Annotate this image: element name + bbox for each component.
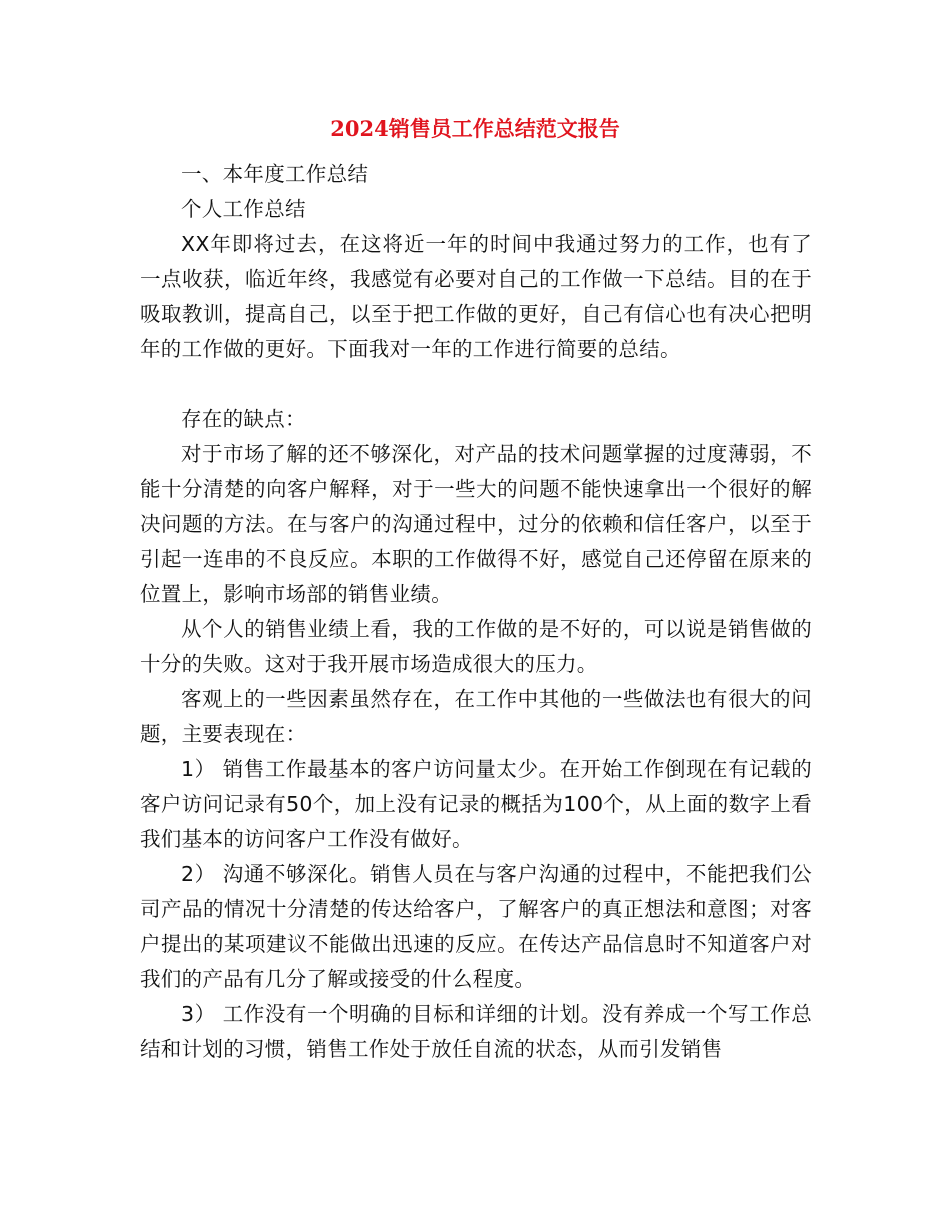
paragraph-gap	[140, 367, 812, 402]
document-body	[140, 157, 812, 1067]
list-item-1: 1） 销售工作最基本的客户访问量太少。在开始工作倒现在有记载的客户访问记录有50个，加上没有记录的概括为100个，从上面的数字上看我们基本的访问客户工作没有做好。	[140, 757, 812, 851]
list-item-2: 2） 沟通不够深化。销售人员在与客户沟通的过程中，不能把我们公司产品的情况十分清楚的传达给客户，了解客户的真正想法和意图；对客户提出的某项建议不能做出迅速的反应。在传达产品信息时不知道客户对我们的产品有几分了解或接受的什么程度。	[140, 862, 812, 991]
paragraph-performance: 从个人的销售业绩上看，我的工作做的是不好的，可以说是销售做的十分的失败。这对于我开展市场造成很大的压力。	[140, 617, 812, 676]
subsection-heading: 个人工作总结	[181, 197, 306, 221]
shortcomings-heading: 存在的缺点：	[181, 407, 306, 431]
section-heading: 一、本年度工作总结	[181, 162, 369, 186]
list-item-3: 3） 工作没有一个明确的目标和详细的计划。没有养成一个写工作总结和计划的习惯，销售工作处于放任自流的状态，从而引发销售	[140, 1002, 812, 1061]
paragraph-intro: XX年即将过去，在这将近一年的时间中我通过努力的工作，也有了一点收获，临近年终，我感觉有必要对自己的工作做一下总结。目的在于吸取教训，提高自己，以至于把工作做的更好，自己有信心也有决心把明年的工作做的更好。下面我对一年的工作进行简要的总结。	[140, 232, 812, 361]
paragraph-factors: 客观上的一些因素虽然存在，在工作中其他的一些做法也有很大的问题，主要表现在：	[140, 687, 812, 746]
paragraph-market: 对于市场了解的还不够深化，对产品的技术问题掌握的过度薄弱，不能十分清楚的向客户解释，对于一些大的问题不能快速拿出一个很好的解决问题的方法。在与客户的沟通过程中，过分的依赖和信任客户，以至于引起一连串的不良反应。本职的工作做得不好，感觉自己还停留在原来的位置上，影响市场部的销售业绩。	[140, 442, 812, 606]
document-title: 2024销售员工作总结范文报告	[330, 116, 620, 141]
